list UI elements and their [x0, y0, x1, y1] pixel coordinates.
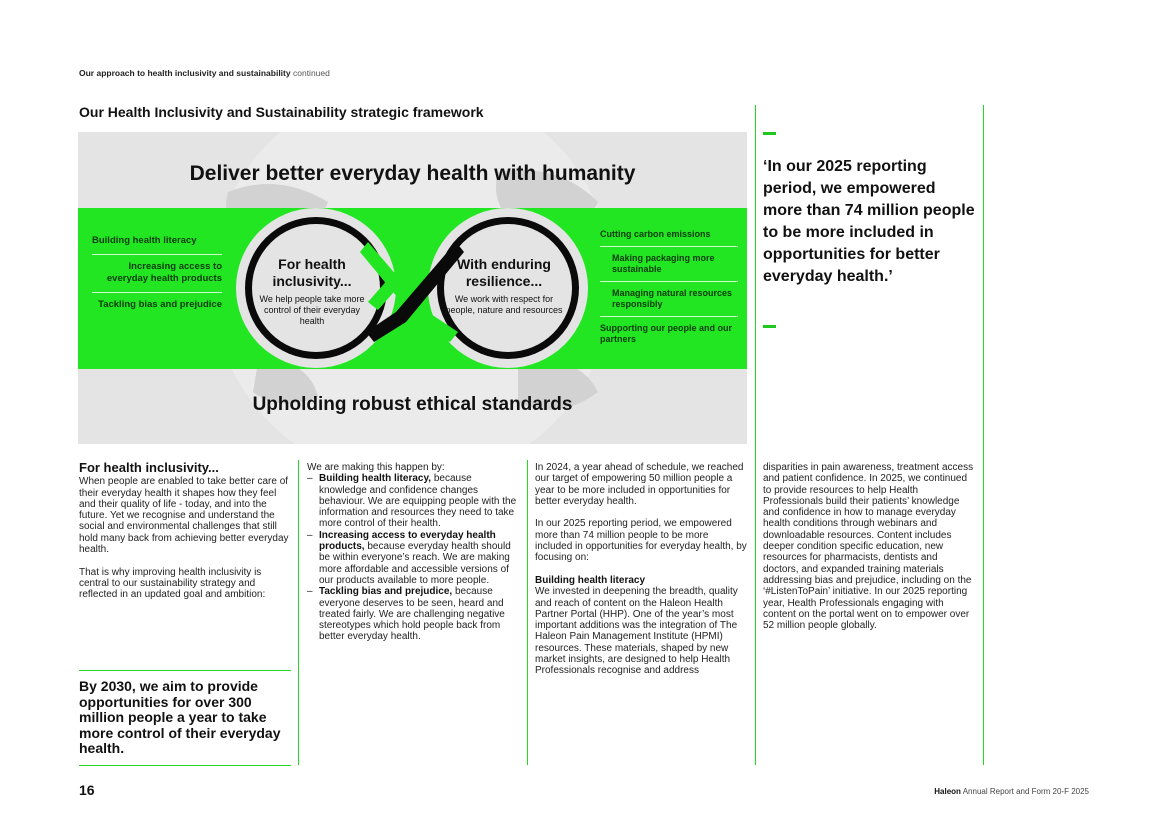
loop-left-text [254, 256, 370, 327]
bullet-item [307, 473, 519, 529]
bullet-bold: Tackling bias and prejudice, [319, 586, 453, 598]
column-2 [307, 462, 519, 643]
bullet-text: because everyday health should be within everyone’s reach. We are making more affordable and accessible versions of our products available to more people. [319, 541, 511, 586]
strategic-framework-diagram [78, 132, 747, 444]
column-3 [535, 462, 747, 688]
column-1 [79, 462, 291, 612]
bullet-bold: Increasing access to everyday health products, [319, 529, 496, 553]
bullet-item [307, 586, 519, 642]
left-item: Building health literacy [92, 235, 222, 255]
loop-right-title: With enduring resilience... [457, 256, 551, 289]
pull-quote: ‘In our 2025 reporting period, we empowered more than 74 million people to be more included in opportunities for better everyday health.’ [763, 158, 975, 285]
right-item: Supporting our people and our partners [600, 323, 732, 344]
loop-right-body: We work with respect for people, nature and resources [445, 294, 563, 315]
col3-paragraph: In 2024, a year ahead of schedule, we reached our target of empowering 50 million people a year to be more included in opportunities for better everyday health. [535, 462, 744, 507]
right-pillar-list [600, 229, 738, 357]
bullet-dash: – [307, 529, 313, 541]
left-item: Tackling bias and prejudice [98, 299, 222, 310]
right-item: Making packaging more sustainable [600, 253, 738, 282]
quote-dash-top [763, 132, 776, 135]
framework-title: Our Health Inclusivity and Sustainability strategic framework [79, 104, 484, 120]
col2-intro: We are making this happen by: [307, 462, 445, 473]
bullet-dash: – [307, 473, 313, 485]
right-item: Cutting carbon emissions [600, 229, 738, 247]
bullet-text: because everyone deserves to be seen, heard and treated fairly. We are challenging negative stereotypes which hold people back from better everyday health. [319, 586, 505, 643]
col3-paragraph: In our 2025 reporting period, we empowered more than 74 million people to be more included in opportunities for everyday health, by focusing on: [535, 518, 747, 564]
bullet-text: because knowledge and confidence changes behaviour. We are equipping people with the information and resources they need to take more control of their health. [319, 473, 517, 530]
col1-paragraph: That is why improving health inclusivity is central to our sustainability strategy and reflected in an updated goal and ambition: [79, 566, 266, 601]
loop-left-title: For health inclusivity... [272, 256, 352, 289]
left-item: Increasing access to everyday health products [92, 261, 222, 293]
footer [934, 787, 1089, 796]
col3-subheading: Building health literacy [535, 574, 646, 586]
col1-heading: For health inclusivity... [79, 460, 219, 475]
bullet-dash: – [307, 586, 313, 598]
col3-paragraph: We invested in deepening the breadth, quality and reach of content on the Haleon Health Partner Portal (HHP). One of the year’s most important additions was the integration of The Haleon Pain Management Institute (HPMI) resources. These materials, shaped by new market insights, are designed to help Health Professionals recognise and address [535, 586, 738, 677]
column-divider [298, 460, 299, 765]
loop-right-text [442, 256, 566, 316]
right-item: Managing natural resources responsibly [600, 288, 738, 317]
footer-report: Annual Report and Form 20-F 2025 [962, 787, 1089, 796]
ambition-statement: By 2030, we aim to provide opportunities for over 300 million people a year to take more control of their everyday health. [79, 678, 281, 756]
col1-paragraph: When people are enabled to take better care of their everyday health it shapes how they feel and their quality of life - today, and into the future. Yet we recognise and understand the social and environmental challenges that still hold many back from achieving better everyday health. [79, 476, 289, 556]
aim-rule-bottom [79, 765, 291, 766]
section-title: Our approach to health inclusivity and sustainability [79, 68, 291, 78]
page-number: 16 [79, 782, 95, 798]
bottom-banner: Upholding robust ethical standards [252, 394, 573, 415]
bullet-bold: Building health literacy, [319, 473, 432, 485]
footer-brand: Haleon [934, 787, 961, 796]
column-divider [527, 460, 528, 765]
loop-left-body: We help people take more control of their everyday health [259, 294, 365, 326]
bullet-item [307, 530, 519, 586]
quote-dash-bottom [763, 325, 776, 328]
column-divider [755, 105, 756, 765]
top-banner: Deliver better everyday health with humanity [189, 162, 636, 185]
col4-paragraph: disparities in pain awareness, treatment access and patient confidence. In 2025, we continued to provide resources to help Health Professionals build their patients’ knowledge and confidence in how to manage everyday health conditions through webinars and downloadable resources. Content includes deeper condition specific education, new resources for pharmacists, dentists and doctors, and expanded training materials addressing bias and prejudice, including on the ‘#ListenToPain’ initiative. In our 2025 reporting year, Health Professionals engaging with content on the portal went on to empower over 52 million people globally. [763, 462, 974, 632]
continued-label: continued [292, 68, 330, 78]
left-pillar-list [92, 235, 222, 324]
aim-rule-top [79, 670, 291, 671]
column-divider [983, 105, 984, 765]
section-header [79, 68, 330, 78]
column-4 [763, 462, 975, 643]
